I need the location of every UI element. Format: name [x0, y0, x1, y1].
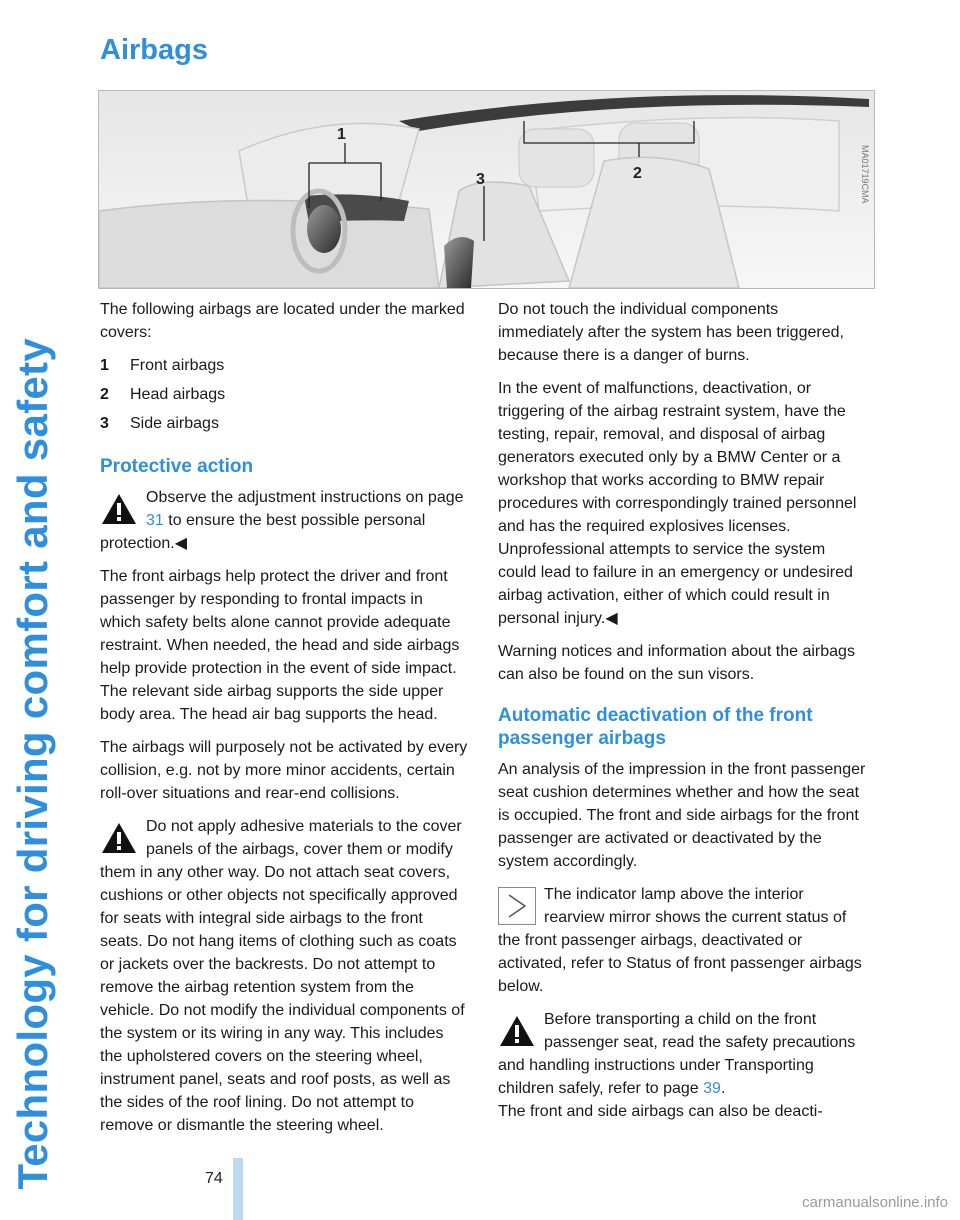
note-text: . — [720, 1080, 726, 1097]
note-text: The indicator lamp above the interior rearview mirror shows the current status of the front passenger airbags, deactivated or activated, refer to Status of front passenger airbags below. — [498, 886, 862, 995]
figure-callout-1: 1 — [337, 126, 346, 143]
section-heading-automatic-deactivation: Automatic deactivation of the front passenger airbags — [498, 705, 813, 749]
figure-callout-2: 2 — [633, 165, 642, 182]
reference-arrow-icon — [498, 887, 536, 925]
warning-triangle-icon — [100, 819, 138, 857]
list-item-label: Head airbags — [130, 386, 226, 403]
paragraph: Do not touch the individual components immediately after the system has been triggered, because there is a danger of burns. — [498, 301, 844, 364]
warning-note — [498, 1008, 866, 1123]
warning-triangle-icon — [100, 490, 138, 528]
figure-callout-3: 3 — [476, 171, 485, 188]
note-text: Observe the adjustment instructions on page — [146, 489, 464, 506]
list-item-number: 2 — [100, 386, 109, 403]
note-text: to ensure the best possible personal protection.◀ — [100, 512, 426, 552]
airbag-locations-figure — [98, 90, 875, 289]
car-interior-illustration — [99, 91, 874, 288]
note-text: Before transporting a child on the front passenger seat, read the safety precautions and handling instructions under Transporting children safely, refer to page — [498, 1011, 856, 1097]
watermark: carmanualsonline.info — [802, 1194, 948, 1211]
list-item-label: Side airbags — [130, 415, 219, 432]
paragraph: An analysis of the impression in the front passenger seat cushion determines whether and how the seat is occupied. The front and side airbags for the front passenger are activated or deactivated by the system accordingly. — [498, 761, 866, 870]
list-item — [100, 383, 468, 406]
page-link-31[interactable]: 31 — [146, 512, 164, 529]
paragraph: In the event of malfunctions, deactivation, or triggering of the airbag restraint system, have the testing, repair, removal, and disposal of airbag generators executed only by a BMW Center or a workshop that works according to BMW repair procedures with correspondingly trained personnel and has the required explosives licenses. Unprofessional attempts to service the system could lead to failure in an emergency or undesired airbag activation, either of which could result in personal injury.◀ — [498, 380, 857, 627]
reference-note — [498, 883, 866, 998]
paragraph: Warning notices and information about the airbags can also be found on the sun visors. — [498, 643, 855, 683]
list-item — [100, 354, 468, 377]
figure-code: MA01719CMA — [860, 145, 870, 204]
right-column — [498, 298, 866, 1133]
paragraph: The front airbags help protect the driver and front passenger by responding to frontal impacts in which safety belts alone cannot provide adequate restraint. When needed, the head and side airbags help provide protection in the event of side impact. The relevant side airbag supports the side upper body area. The head air bag supports the head. — [100, 568, 460, 723]
page-number-bar — [233, 1158, 243, 1220]
list-item-number: 1 — [100, 357, 109, 374]
chapter-side-title — [4, 10, 62, 1190]
chapter-side-title-text: Technology for driving comfort and safety — [9, 338, 56, 1190]
section-heading-protective-action: Protective action — [100, 456, 254, 477]
list-item-label: Front airbags — [130, 357, 225, 374]
page-title: Airbags — [100, 34, 208, 66]
paragraph: The front and side airbags can also be deacti- — [498, 1103, 823, 1120]
list-item-number: 3 — [100, 415, 109, 432]
note-text: Do not apply adhesive materials to the cover panels of the airbags, cover them or modify them in any other way. Do not attach seat covers, cushions or other objects not specifically approved for seats with integral side airbags to the front seats. Do not hang items of clothing such as coats or jackets over the backrests. Do not attempt to remove the airbag retention system from the vehicle. Do not modify the individual components of the system or its wiring in any way. This includes the upholstered covers on the steering wheel, instrument panel, seats and roof posts, as well as the sides of the roof lining. Do not attempt to remove or dismantle the steering wheel. — [100, 818, 465, 1134]
warning-note — [100, 486, 468, 555]
page-number: 74 — [205, 1170, 223, 1187]
warning-note — [100, 815, 468, 1137]
warning-triangle-icon — [498, 1012, 536, 1050]
list-item — [100, 412, 468, 435]
page-link-39[interactable]: 39 — [703, 1080, 721, 1097]
intro-text: The following airbags are located under the marked covers: — [100, 301, 465, 341]
left-column — [100, 298, 468, 1147]
paragraph: The airbags will purposely not be activated by every collision, e.g. not by more minor accidents, certain roll-over situations and rear-end collisions. — [100, 739, 468, 802]
